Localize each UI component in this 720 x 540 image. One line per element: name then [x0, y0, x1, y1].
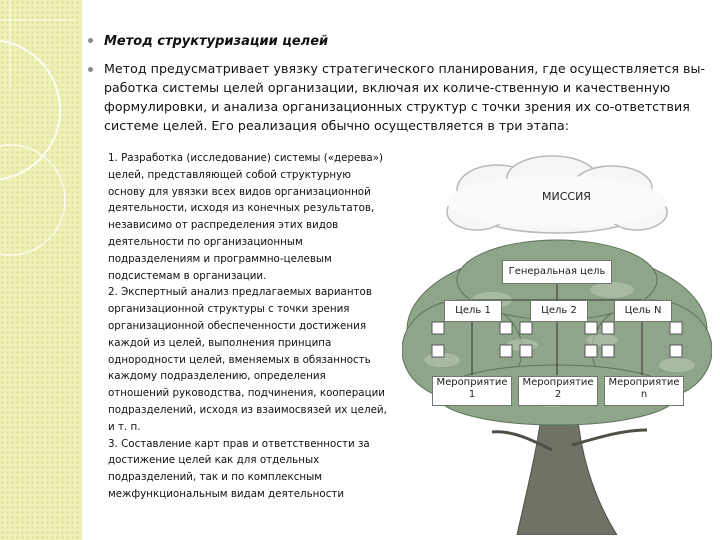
general-goal-box: Генеральная цель	[502, 260, 612, 284]
activity-n-box	[604, 376, 684, 406]
activity-1-box	[432, 376, 512, 406]
bullet-dot	[88, 67, 93, 72]
activity-2-label: Мероприятие	[522, 377, 594, 388]
bullet-list	[88, 30, 712, 145]
step-3: 3. Составление карт прав и ответственности за достижение целей как для отдельных подразделений, так и по комплексным межфункциональным видам деятельности	[108, 437, 370, 500]
decorative-side-band	[0, 0, 82, 540]
step-2: 2. Экспертный анализ предлагаемых вариантов организационной структуры с точки зрения организационной обеспеченности достижения каждой из целей, выполнения принципа однородности целей, вменяемых в обязанность каждому подразделению, определения отношений руководства, подчинения, кооперации подразделений, исходя из взаимосвязей их целей, и т. п.	[108, 286, 387, 433]
goal-1-box: Цель 1	[444, 300, 502, 322]
step-1: 1. Разработка (исследование) системы («дерева») целей, представляющей собой структурную основу для увязки всех видов организационной деятельности, исходя из конечных результатов, независимо от распределения этих видов деятельности по организационным подразделениям и программно-целевым подсистемам в организации.	[108, 152, 384, 282]
activity-1-number: 1	[468, 389, 476, 400]
mission-label: МИССИЯ	[542, 190, 591, 203]
decorative-circles	[0, 0, 82, 540]
goal-2-box: Цель 2	[530, 300, 588, 322]
activity-n-number: n	[640, 389, 648, 400]
section-title: Метод структуризации целей	[104, 34, 329, 49]
activity-n-label: Мероприятие	[608, 377, 680, 388]
steps-list	[108, 150, 388, 503]
activity-1-label: Мероприятие	[436, 377, 508, 388]
tree-illustration	[402, 150, 712, 535]
bullet-item-description	[88, 59, 712, 135]
bullet-dot	[88, 38, 93, 43]
activity-2-number: 2	[554, 389, 562, 400]
tree-trunk	[517, 410, 617, 535]
activity-2-box	[518, 376, 598, 406]
goal-tree-figure	[402, 150, 712, 535]
goal-n-box: Цель N	[614, 300, 672, 322]
bullet-item-title	[88, 30, 712, 49]
method-description: Метод предусматривает увязку стратегического планирования, где осуществляется вы-работка системы целей организации, включая их количе-ственную и качественную формулировки, и анализа организационных структур с точки зрения их со-ответствия системе целей. Его реализация обычно осуществляется в три этапа:	[104, 61, 706, 133]
